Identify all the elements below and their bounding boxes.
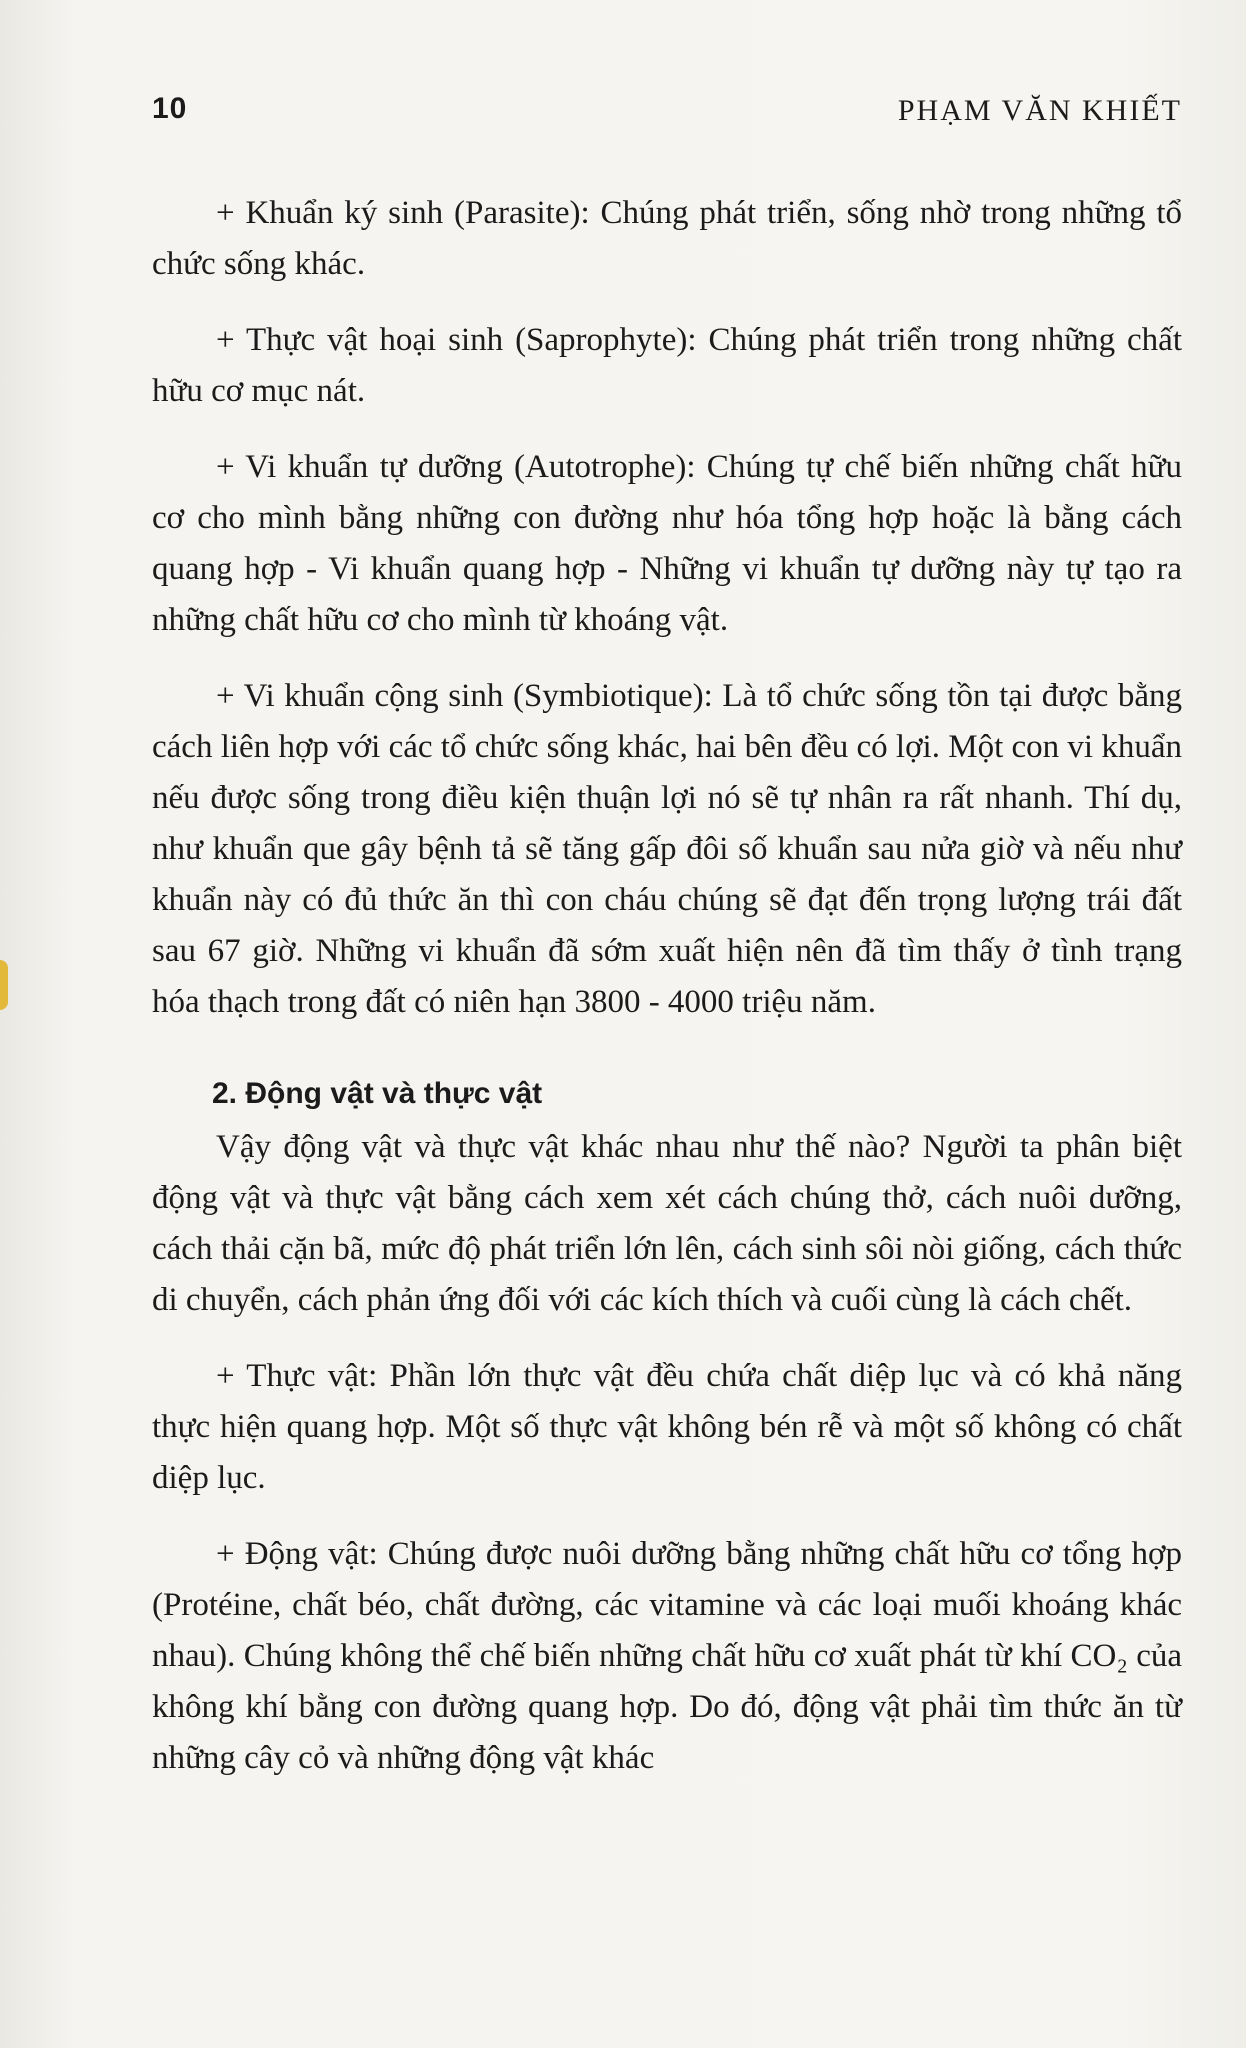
paragraph-symbiotique: + Vi khuẩn cộng sinh (Symbiotique): Là tổ chức sống tồn tại được bằng cách liên hợp với các tổ chức sống khác, hai bên đều có lợi. Một con vi khuẩn nếu được sống trong điều kiện thuận lợi nó sẽ tự nhân ra rất nhanh. Thí dụ, như khuẩn que gây bệnh tả sẽ tăng gấp đôi số khuẩn sau nửa giờ và nếu như khuẩn này có đủ thức ăn thì con cháu chúng sẽ đạt đến trọng lượng trái đất sau 67 giờ. Những vi khuẩn đã sớm xuất hiện nên đã tìm thấy ở tình trạng hóa thạch trong đất có niên hạn 3800 - 4000 triệu năm. xyxy=(152,678,1182,1020)
page-body xyxy=(152,188,1182,1809)
paragraph-saprophyte: + Thực vật hoại sinh (Saprophyte): Chúng phát triển trong những chất hữu cơ mục nát. xyxy=(152,322,1182,409)
page-header xyxy=(152,92,1182,132)
paragraph-animals: + Động vật: Chúng được nuôi dưỡng bằng những chất hữu cơ tổng hợp (Protéine, chất béo, chất đường, các vitamine và các loại muối khoáng khác nhau). Chúng không thể chế biến những chất hữu cơ xuất phát từ khí CO₂ của không khí bằng con đường quang hợp. Do đó, động vật phải tìm thức ăn từ những cây cỏ và những động vật khác xyxy=(152,1536,1182,1776)
paragraph-autotrophe: + Vi khuẩn tự dưỡng (Autotrophe): Chúng tự chế biến những chất hữu cơ cho mình bằng những con đường như hóa tổng hợp hoặc là bằng cách quang hợp - Vi khuẩn quang hợp - Những vi khuẩn tự dưỡng này tự tạo ra những chất hữu cơ cho mình từ khoáng vật. xyxy=(152,449,1182,638)
section-heading: 2. Động vật và thực vật xyxy=(212,1077,543,1110)
paragraph-parasite: + Khuẩn ký sinh (Parasite): Chúng phát triển, sống nhờ trong những tổ chức sống khác. xyxy=(152,195,1182,282)
paragraph-animals-vs-plants: Vậy động vật và thực vật khác nhau như thế nào? Người ta phân biệt động vật và thực vật bằng cách xem xét cách chúng thở, cách nuôi dưỡng, cách thải cặn bã, mức độ phát triển lớn lên, cách sinh sôi nòi giống, cách thức di chuyển, cách phản ứng đối với các kích thích và cuối cùng là cách chết. xyxy=(152,1129,1182,1318)
page-number: 10 xyxy=(152,92,188,125)
paragraph-plants: + Thực vật: Phần lớn thực vật đều chứa chất diệp lục và có khả năng thực hiện quang hợp. Một số thực vật không bén rễ và một số không có chất diệp lục. xyxy=(152,1358,1182,1496)
page-edge-tab-mark xyxy=(0,960,8,1010)
running-head-author: PHẠM VĂN KHIẾT xyxy=(897,94,1182,127)
